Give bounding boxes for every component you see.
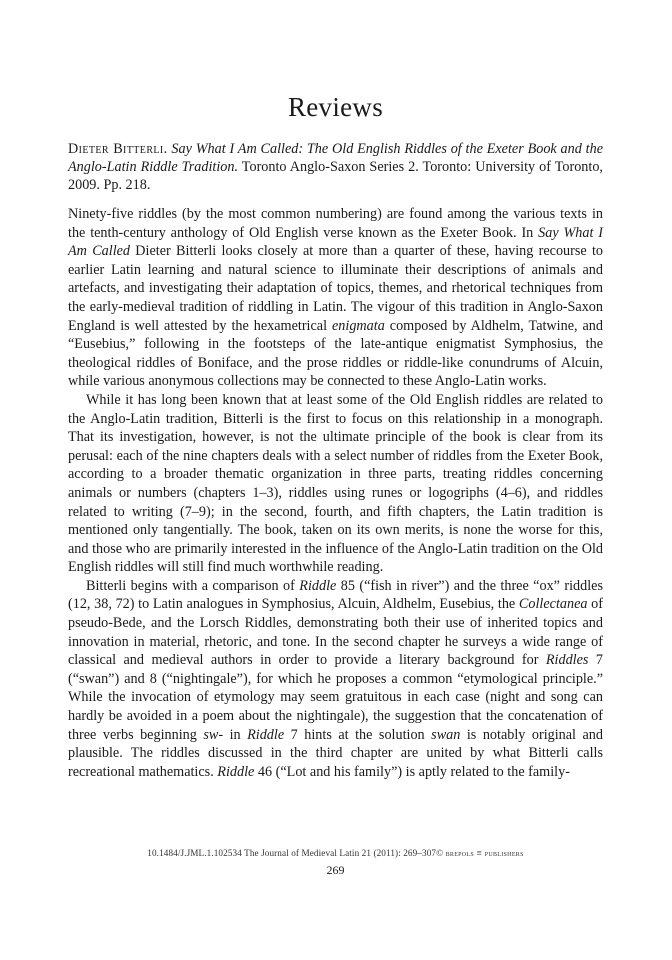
publisher-name: brepols ≡ publishers [445,848,524,858]
italic-text: Riddles [545,652,589,669]
text-run: 7 (“swan”) and 8 (“nightingale”), for which he proposes a common “etymological principle.” While the invocation of etymology may seem gratuitous in each case (night and song can hardly be avoided in a poem about the nightingale), the suggestion that the concatenation of three verbs beginning [68,652,604,743]
citation-author: Dieter Bitterli. [68,141,168,157]
page-title: Reviews [287,92,384,122]
italic-text: Collectanea [518,596,588,613]
text-run: in [223,726,248,743]
text-run: 46 (“Lot and his family”) is aptly related to the family- [254,763,570,780]
italic-text: enigmata [332,317,385,334]
italic-text: Say What I Am Called [68,224,603,260]
text-run: Bitterli begins with a comparison of [86,577,300,594]
italic-text: Riddle [299,577,337,594]
text-run: Dieter Bitterli looks closely at more than a quarter of these, having recourse to earlier Latin learning and natural science to illuminate their descriptions of animals and artefacts, and investigating their adaptation of topics, themes, and rhetorical techniques from the early-medieval tradition of riddling in Latin. The vigour of this tradition in Anglo-Saxon England is well attested by the hexametrical [68,243,603,334]
page-number: 269 [326,863,345,877]
citation-details: Toronto Anglo-Saxon Series 2. Toronto: University of Toronto, 2009. Pp. 218. [68,159,603,193]
citation-title: Say What I Am Called: The Old English Riddles of the Exeter Book and the Anglo-Latin Riddle Tradition. [68,141,603,175]
italic-text: Riddle [217,763,255,780]
paragraph-3 [68,577,603,782]
text-run: Ninety-five riddles (by the most common numbering) are found among the various texts in the tenth-century anthology of Old English verse known as the Exeter Book. In [68,206,603,241]
footer-citation: 10.1484/J.JML.1.102534 The Journal of Medieval Latin 21 (2011): 269–307© [147,848,444,858]
text-run: 7 hints at the solution [284,726,432,743]
book-citation [68,140,603,194]
text-run: composed by Aldhelm, Tatwine, and “Eusebius,” following in the footsteps of the late-antique enigmatist Symphosius, the theological riddles of Boniface, and the prose riddles or riddle-like conundrums of Alcuin, while various anonymous collections may be connected to these Anglo-Latin works. [68,317,603,390]
review-body [68,205,603,781]
text-run: is notably original and plausible. The riddles discussed in the third chapter are united by what Bitterli calls recreational mathematics. [68,726,603,780]
text-run: While it has long been known that at least some of the Old English riddles are related to the Anglo-Latin tradition, Bitterli is the first to focus on this relationship in a monograph. That its investigation, however, is not the ultimate principle of the book is clear from its perusal: each of the nine chapters deals with a select number of riddles from the Exeter Book, according to a broader thematic organization in three parts, treating riddles concerning animals or numbers (chapters 1–3), riddles using runes or logogriphs (4–6), and riddles related to writing (7–9); in the second, fourth, and fifth chapters, the Latin tradition is mentioned only tangentially. The book, taken on its own merits, is none the worse for this, and those who are primarily interested in the influence of the Anglo-Latin tradition on the Old English riddles will still find much worthwhile reading. [68,391,603,576]
paragraph-2 [68,391,603,577]
text-run: 85 (“fish in river”) and the three “ox” riddles (12, 38, 72) to Latin analogues in Symphosius, Alcuin, Aldhelm, Eusebius, the [68,577,603,613]
text-run: of pseudo-Bede, and the Lorsch Riddles, demonstrating both their use of inherited topics and innovation in material, rhetoric, and tone. In the second chapter he surveys a wide range of classical and medieval authors in order to provide a literary background for [68,596,603,669]
paragraph-1 [68,205,603,391]
italic-text: Riddle [247,726,285,743]
italic-text: swan [431,726,461,743]
italic-text: sw- [203,726,224,743]
page-footer [68,848,603,858]
